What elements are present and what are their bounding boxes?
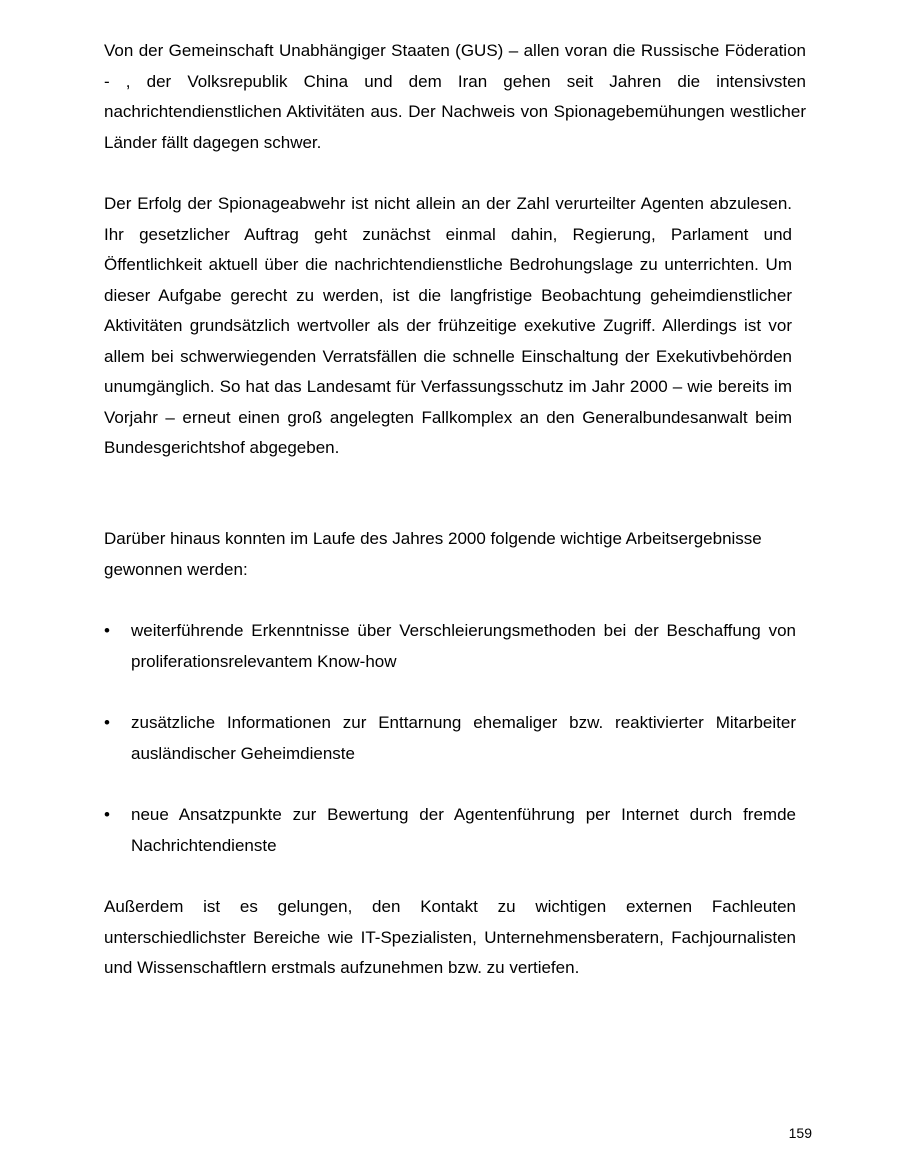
paragraph-results-intro: Darüber hinaus konnten im Laufe des Jahres 2000 folgende wichtige Arbeitsergebnisse gewonnen werden: xyxy=(104,529,762,579)
results-bullet-list xyxy=(104,616,796,892)
bullet-item xyxy=(104,800,796,861)
bullet-item xyxy=(104,708,796,769)
paragraph-counterintelligence-success: Der Erfolg der Spionageabwehr ist nicht allein an der Zahl verurteilter Agenten abzulesen. Ihr gesetzlicher Auftrag geht zunächst einmal dahin, Regierung, Parlament und Öffentlichkeit aktuell über die nachrichtendienstliche Bedrohungslage zu unterrichten. Um dieser Aufgabe gerecht zu werden, ist die langfristige Beobachtung geheimdienstlicher Aktivitäten grundsätzlich wertvoller als der frühzeitige exekutive Zugriff. Allerdings ist vor allem bei schwerwiegenden Verratsfällen die schnelle Einschaltung der Exekutivbehörden unumgänglich. So hat das Landesamt für Verfassungsschutz im Jahr 2000 – wie bereits im Vorjahr – erneut einen groß angelegten Fallkomplex an den Generalbundesanwalt beim Bundesgerichtshof abgegeben. xyxy=(104,194,792,457)
paragraph-external-contacts: Außerdem ist es gelungen, den Kontakt zu wichtigen externen Fachleuten unterschiedlichster Bereiche wie IT-Spezialisten, Unternehmensberatern, Fachjournalisten und Wissenschaftlern erstmals aufzunehmen bzw. zu vertiefen. xyxy=(104,897,796,977)
bullet-text: zusätzliche Informationen zur Enttarnung ehemaliger bzw. reaktivierter Mitarbeiter ausländischer Geheimdienste xyxy=(131,713,796,763)
bullet-icon: • xyxy=(104,621,110,640)
bullet-icon: • xyxy=(104,713,110,732)
bullet-item xyxy=(104,616,796,677)
paragraph-intro: Von der Gemeinschaft Unabhängiger Staaten (GUS) – allen voran die Russische Föderation - , der Volksrepublik China und dem Iran gehen seit Jahren die intensivsten nachrichtendienstlichen Aktivitäten aus. Der Nachweis von Spionagebemühungen westlicher Länder fällt dagegen schwer. xyxy=(104,41,806,152)
page-number: 159 xyxy=(788,1125,812,1141)
bullet-text: weiterführende Erkenntnisse über Verschleierungsmethoden bei der Beschaffung von proliferationsrelevantem Know-how xyxy=(131,621,796,671)
bullet-icon: • xyxy=(104,805,110,824)
bullet-text: neue Ansatzpunkte zur Bewertung der Agentenführung per Internet durch fremde Nachrichtendienste xyxy=(131,805,796,855)
